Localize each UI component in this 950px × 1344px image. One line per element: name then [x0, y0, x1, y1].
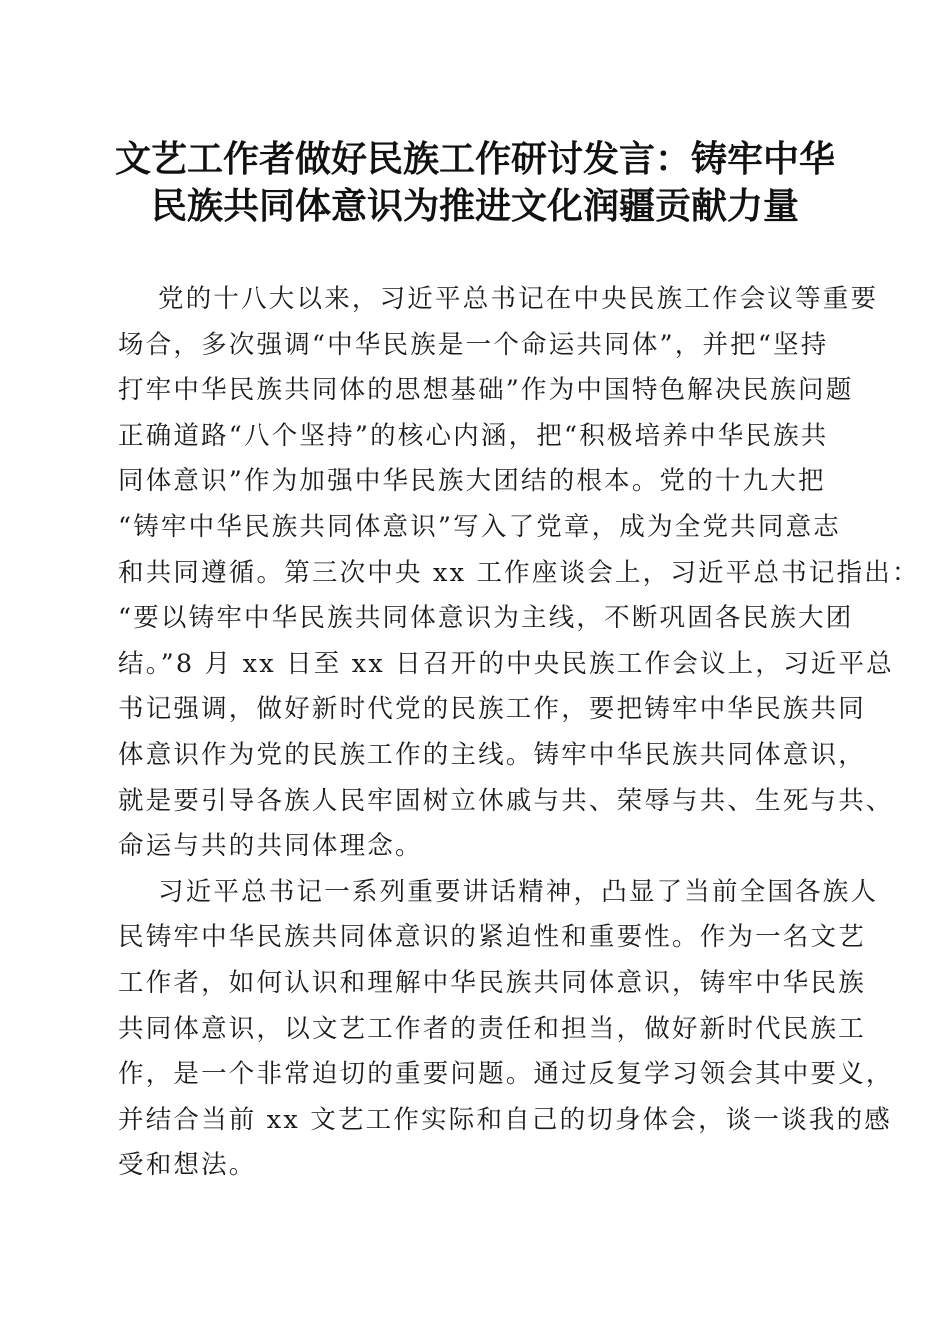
paragraph-line: 习近平总书记一系列重要讲话精神，凸显了当前全国各族人	[158, 876, 879, 907]
paragraph-line: 同体意识”作为加强中华民族大团结的根本。党的十九大把	[118, 466, 826, 497]
paragraph-line: 正确道路“八个坚持”的核心内涵，把“积极培养中华民族共	[118, 420, 829, 451]
paragraph-1	[118, 277, 920, 870]
paragraph-line: 打牢中华民族共同体的思想基础”作为中国特色解决民族问题	[118, 375, 854, 406]
paragraph-line: 工作者，如何认识和理解中华民族共同体意识，铸牢中华民族	[118, 967, 866, 998]
paragraph-line: 体意识作为党的民族工作的主线。铸牢中华民族共同体意识，	[118, 739, 866, 770]
title-line-1: 文艺工作者做好民族工作研讨发言：铸牢中华	[114, 138, 835, 180]
paragraph-line: “铸牢中华民族共同体意识”写入了党章，成为全党共同意志	[118, 511, 841, 542]
paragraph-line: 党的十八大以来，习近平总书记在中央民族工作会议等重要	[158, 284, 879, 314]
paragraph-2	[118, 870, 894, 1189]
paragraph-line: 并结合当前 xx 文艺工作实际和自己的切身体会，谈一谈我的感	[118, 1104, 892, 1135]
paragraph-line: 共同体意识，以文艺工作者的责任和担当，做好新时代民族工	[118, 1013, 866, 1044]
paragraph-line: 受和想法。	[118, 1150, 257, 1181]
paragraph-line: 结。”8 月 xx 日至 xx 日召开的中央民族工作会议上，习近平总	[118, 648, 894, 679]
title-line-2: 民族共同体意识为推进文化润疆贡献力量	[150, 185, 799, 227]
paragraph-line: 书记强调，做好新时代党的民族工作，要把铸牢中华民族共同	[118, 694, 866, 725]
paragraph-line: 民铸牢中华民族共同体意识的紧迫性和重要性。作为一名文艺	[118, 922, 866, 953]
paragraph-line: 就是要引导各族人民牢固树立休戚与共、荣辱与共、生死与共、	[118, 785, 894, 816]
paragraph-line: 作，是一个非常迫切的重要问题。通过反复学习领会其中要义，	[118, 1059, 894, 1090]
paragraph-line: “要以铸牢中华民族共同体意识为主线，不断巩固各民族大团	[118, 603, 854, 634]
document-body	[118, 277, 920, 1189]
document-title	[100, 136, 850, 230]
paragraph-line: 和共同遵循。第三次中央 xx 工作座谈会上，习近平总书记指出：	[118, 557, 920, 588]
paragraph-line: 场合，多次强调“中华民族是一个命运共同体”，并把“坚持	[118, 329, 829, 360]
paragraph-line: 命运与共的共同体理念。	[118, 831, 423, 862]
